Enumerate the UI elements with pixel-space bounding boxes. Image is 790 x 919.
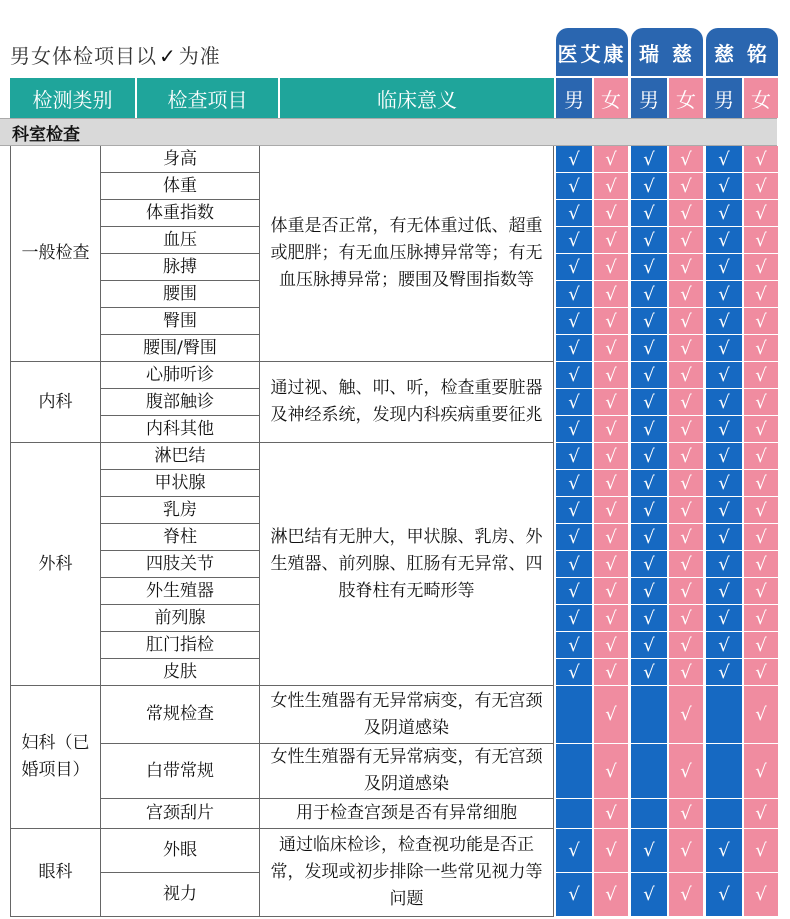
item-cell: 甲状腺: [100, 470, 259, 497]
item-cell: 体重: [100, 173, 259, 200]
check-mark: √: [631, 829, 667, 873]
caption-suffix: 为准: [178, 44, 221, 68]
item-cell: 脊柱: [100, 524, 259, 551]
check-mark: √: [556, 362, 592, 389]
empty-mark: [706, 799, 742, 829]
check-mark: √: [556, 873, 592, 917]
check-mark: √: [594, 799, 628, 829]
header-female-2: 女: [669, 78, 703, 118]
check-mark: √: [706, 524, 742, 551]
check-mark: √: [631, 254, 667, 281]
check-mark: √: [631, 470, 667, 497]
item-cell: 常规检查: [100, 686, 259, 744]
check-mark: √: [631, 362, 667, 389]
item-cell: 乳房: [100, 497, 259, 524]
check-mark: √: [631, 416, 667, 443]
check-mark: √: [594, 524, 628, 551]
check-mark: √: [631, 173, 667, 200]
check-mark: √: [669, 524, 703, 551]
check-mark: √: [744, 416, 778, 443]
check-mark: √: [706, 659, 742, 686]
check-mark: √: [594, 227, 628, 254]
check-mark: √: [706, 281, 742, 308]
item-cell: 外眼: [100, 829, 259, 873]
check-mark: √: [744, 659, 778, 686]
check-mark: √: [594, 362, 628, 389]
check-mark: √: [706, 416, 742, 443]
check-mark: √: [594, 659, 628, 686]
check-mark: √: [706, 551, 742, 578]
check-mark: √: [556, 632, 592, 659]
item-cell: 心肺听诊: [100, 362, 259, 389]
check-mark: √: [594, 686, 628, 744]
check-mark: √: [706, 173, 742, 200]
item-cell: 身高: [100, 146, 259, 173]
check-mark: √: [706, 227, 742, 254]
check-mark: √: [706, 254, 742, 281]
check-mark: √: [744, 227, 778, 254]
check-mark: √: [594, 873, 628, 917]
check-mark: √: [556, 829, 592, 873]
check-mark: √: [744, 686, 778, 744]
check-mark: √: [594, 308, 628, 335]
check-mark: √: [631, 605, 667, 632]
check-mark: √: [669, 362, 703, 389]
check-mark: √: [631, 146, 667, 173]
item-cell: 臀围: [100, 308, 259, 335]
check-mark: √: [631, 873, 667, 917]
check-mark: √: [706, 497, 742, 524]
empty-mark: [556, 686, 592, 744]
check-mark: √: [556, 605, 592, 632]
check-mark: √: [669, 578, 703, 605]
check-mark: √: [744, 799, 778, 829]
check-mark: √: [594, 281, 628, 308]
check-mark: √: [669, 254, 703, 281]
empty-mark: [706, 686, 742, 744]
check-mark: √: [744, 497, 778, 524]
check-mark: √: [744, 254, 778, 281]
item-cell: 腹部触诊: [100, 389, 259, 416]
check-mark: √: [744, 578, 778, 605]
item-cell: 腰围: [100, 281, 259, 308]
significance-cell: 通过临床检诊，检查视功能是否正常，发现或初步排除一些常见视力等问题: [259, 829, 554, 917]
check-mark: √: [631, 389, 667, 416]
check-mark: √: [669, 829, 703, 873]
check-mark: √: [594, 389, 628, 416]
check-mark: √: [556, 524, 592, 551]
check-mark: √: [744, 605, 778, 632]
check-mark: √: [669, 659, 703, 686]
category-cell: 一般检查: [10, 146, 100, 362]
check-mark: √: [631, 227, 667, 254]
check-mark: √: [631, 497, 667, 524]
check-mark: √: [706, 605, 742, 632]
check-mark: √: [669, 200, 703, 227]
category-cell: 内科: [10, 362, 100, 443]
check-mark: √: [556, 470, 592, 497]
check-mark: √: [669, 416, 703, 443]
check-mark: √: [594, 443, 628, 470]
check-mark: √: [744, 200, 778, 227]
check-mark: √: [669, 497, 703, 524]
check-mark: √: [594, 200, 628, 227]
check-mark: √: [669, 551, 703, 578]
check-mark: √: [669, 173, 703, 200]
check-mark: √: [706, 578, 742, 605]
item-cell: 宫颈刮片: [100, 799, 259, 829]
check-mark: √: [669, 281, 703, 308]
check-mark: √: [706, 200, 742, 227]
item-cell: 内科其他: [100, 416, 259, 443]
check-mark: √: [669, 632, 703, 659]
item-cell: 皮肤: [100, 659, 259, 686]
check-mark: √: [744, 443, 778, 470]
check-mark: √: [556, 254, 592, 281]
item-cell: 视力: [100, 873, 259, 917]
check-mark: √: [631, 632, 667, 659]
check-mark: √: [594, 829, 628, 873]
item-cell: 四肢关节: [100, 551, 259, 578]
check-mark: √: [594, 146, 628, 173]
empty-mark: [631, 799, 667, 829]
item-cell: 肛门指检: [100, 632, 259, 659]
check-mark: √: [556, 416, 592, 443]
significance-cell: 通过视、触、叩、听，检查重要脏器及神经系统，发现内科疾病重要征兆: [259, 362, 554, 443]
significance-cell: 女性生殖器有无异常病变，有无宫颈及阴道感染: [259, 686, 554, 744]
check-mark: √: [744, 829, 778, 873]
item-cell: 外生殖器: [100, 578, 259, 605]
check-mark: √: [744, 389, 778, 416]
check-mark: √: [594, 470, 628, 497]
category-cell: 外科: [10, 443, 100, 686]
check-mark: √: [706, 308, 742, 335]
check-mark: √: [669, 470, 703, 497]
check-mark: √: [631, 524, 667, 551]
check-mark: √: [556, 227, 592, 254]
item-cell: 血压: [100, 227, 259, 254]
check-mark: √: [594, 335, 628, 362]
check-mark: √: [594, 416, 628, 443]
check-mark: √: [669, 686, 703, 744]
empty-mark: [556, 744, 592, 799]
check-mark: √: [594, 605, 628, 632]
empty-mark: [631, 686, 667, 744]
check-mark: √: [594, 744, 628, 799]
check-mark: √: [744, 281, 778, 308]
check-mark: √: [669, 605, 703, 632]
check-mark: √: [556, 659, 592, 686]
empty-mark: [631, 744, 667, 799]
check-mark: √: [669, 146, 703, 173]
check-mark: √: [594, 254, 628, 281]
caption: [10, 40, 221, 69]
check-mark: √: [706, 362, 742, 389]
item-cell: 脉搏: [100, 254, 259, 281]
provider-header-2: 瑞 慈: [631, 28, 703, 76]
check-mark: √: [744, 173, 778, 200]
check-mark: √: [744, 524, 778, 551]
check-mark: √: [594, 578, 628, 605]
check-mark: √: [744, 470, 778, 497]
check-mark: √: [631, 335, 667, 362]
check-mark: √: [631, 659, 667, 686]
check-mark: √: [594, 551, 628, 578]
check-mark: √: [669, 308, 703, 335]
section-title: 科室检查: [0, 118, 777, 146]
header-male-1: 男: [556, 78, 592, 118]
check-mark: √: [556, 200, 592, 227]
check-mark: √: [631, 308, 667, 335]
item-cell: 淋巴结: [100, 443, 259, 470]
check-mark: √: [631, 200, 667, 227]
check-mark: √: [631, 551, 667, 578]
header-female-1: 女: [594, 78, 628, 118]
header-male-2: 男: [631, 78, 667, 118]
check-mark: √: [706, 389, 742, 416]
check-mark: √: [556, 443, 592, 470]
check-mark: √: [706, 829, 742, 873]
check-mark: √: [631, 281, 667, 308]
header-female-3: 女: [744, 78, 778, 118]
significance-cell: 用于检查宫颈是否有异常细胞: [259, 799, 554, 829]
significance-cell: 淋巴结有无肿大，甲状腺、乳房、外生殖器、前列腺、肛肠有无异常、四肢脊柱有无畸形等: [259, 443, 554, 686]
check-mark: √: [594, 497, 628, 524]
check-mark: √: [706, 443, 742, 470]
item-cell: 腰围/臀围: [100, 335, 259, 362]
check-mark: √: [669, 389, 703, 416]
empty-mark: [706, 744, 742, 799]
check-mark: √: [706, 632, 742, 659]
provider-header-1: 医艾康: [556, 28, 628, 76]
category-cell: 眼科: [10, 829, 100, 917]
check-mark: √: [706, 146, 742, 173]
check-mark: √: [594, 632, 628, 659]
item-cell: 体重指数: [100, 200, 259, 227]
check-mark: √: [706, 873, 742, 917]
check-mark: √: [556, 578, 592, 605]
check-mark: √: [556, 308, 592, 335]
check-mark: √: [669, 335, 703, 362]
check-mark: √: [669, 744, 703, 799]
check-mark: √: [706, 470, 742, 497]
check-mark: √: [631, 578, 667, 605]
check-mark: √: [744, 632, 778, 659]
header-significance: 临床意义: [280, 78, 554, 118]
header-male-3: 男: [706, 78, 742, 118]
caption-prefix: 男女体检项目以: [10, 44, 157, 68]
header-category: 检测类别: [10, 78, 137, 118]
check-mark: √: [706, 335, 742, 362]
check-mark: √: [669, 227, 703, 254]
provider-header-3: 慈 铭: [706, 28, 778, 76]
check-mark: √: [744, 551, 778, 578]
check-mark: √: [669, 799, 703, 829]
empty-mark: [556, 799, 592, 829]
check-mark: √: [744, 362, 778, 389]
check-mark: √: [556, 497, 592, 524]
item-cell: 白带常规: [100, 744, 259, 799]
significance-cell: 体重是否正常，有无体重过低、超重或肥胖；有无血压脉搏异常等；有无血压脉搏异常；腰围及臀围指数等: [259, 146, 554, 362]
check-mark: √: [744, 146, 778, 173]
check-mark: √: [744, 335, 778, 362]
check-mark: √: [669, 443, 703, 470]
item-cell: 前列腺: [100, 605, 259, 632]
check-mark: √: [669, 873, 703, 917]
check-mark: √: [556, 389, 592, 416]
check-mark: √: [594, 173, 628, 200]
check-mark: √: [556, 551, 592, 578]
check-mark: √: [556, 173, 592, 200]
check-mark: √: [631, 443, 667, 470]
check-mark: √: [744, 873, 778, 917]
check-mark: √: [556, 146, 592, 173]
check-mark: √: [744, 308, 778, 335]
check-mark: √: [556, 335, 592, 362]
check-mark: √: [556, 281, 592, 308]
significance-cell: 女性生殖器有无异常病变，有无宫颈及阴道感染: [259, 744, 554, 799]
category-cell: 妇科（已婚项目）: [10, 686, 100, 829]
checkmark-icon: ✓: [159, 44, 177, 68]
check-mark: √: [744, 744, 778, 799]
header-item: 检查项目: [137, 78, 280, 118]
